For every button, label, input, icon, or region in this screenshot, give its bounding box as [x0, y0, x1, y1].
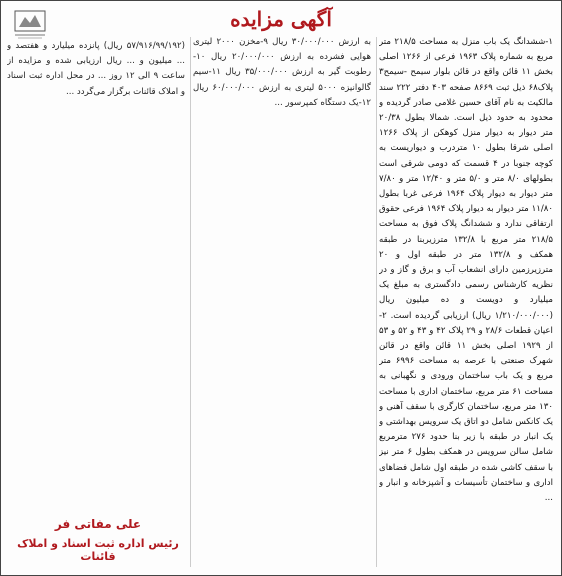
column-divider: [190, 37, 191, 567]
column-middle-text: به ارزش ۳۰/۰۰۰/۰۰۰ ریال ۹-مخزن ۲۰۰۰ لیتری هوایی فشرده به ارزش ۲۰/۰۰۰/۰۰۰ ریال ۱۰-رطوبت گیر به ارزش ۳۵/۰۰۰/۰۰۰ ریال ۱۱-سیم گالوانیزه ۵۰۰۰ لیتری به ارزش ۶۰/۰۰۰/۰۰۰ ریال ۱۲-یک دستگاه کمپرسور ...: [193, 37, 371, 108]
notice-title: آگهی مزایده: [230, 7, 332, 31]
signature-name: علی مفاتی فر: [54, 517, 142, 531]
column-middle: [193, 35, 371, 569]
column-left-text: (۵۷/۹۱۶/۹۹/۱۹۲ ریال) پانزده میلیارد و هفتصد و ... میلیون و ... ریال ارزیابی شده و مزایده از ساعت ۹ الی ۱۲ روز ... در محل اداره ثبت اسناد و املاک قائنات برگزار می‌گردد ...: [7, 41, 185, 97]
signature-role: رئیس اداره ثبت اسناد و املاک قائنات: [17, 537, 179, 563]
column-divider: [376, 37, 377, 567]
column-left: [7, 39, 185, 569]
column-right-text: ۱-ششدانگ یک باب منزل به مساحت ۲۱۸/۵ متر مربع به شماره پلاک ۱۹۶۳ فرعی از ۱۲۶۶ اصلی بخش ۱۱ قائن واقع در قائن بلوار سیمح -سیمح۳ پلاک۶۸ ذیل ثبت ۸۶۶۹ صفحه ۴۰۳ دفتر ۲۲۲ سند مالکیت به نام آقای حسین غلامی صادر گردیده و محدود به حدود ذیل است. شمالا بطول ۲۰/۳۸ متر دیوار به دیوار منزل کوهکن از پلاک ۱۲۶۶ اصلی شرقا بطول ۱۰ متردرب و دیواریست به کوچه جنوبا در ۴ قسمت که دومی شرقی است بطولهای ۸/۰ متر و ۵/۰ متر و ۱۲/۴۰ متر و ۷/۸۰ متر دیوار به دیوار پلاک ۱۹۶۴ فرعی غربا بطول ۱۱/۸۰ متر دیوار به دیوار پلاک ۱۹۶۴ فرعی حقوق ارتفاقی ندارد و ششدانگ پلاک فوق به مساحت ۲۱۸/۵ متر مربع با ۱۳۲/۸ مترزیربنا در طبقه همکف و ۱۳۲/۸ متر در طبقه اول و ۲۰ مترزیرزمین دارای انشعاب آب و برق و گاز و در نظریه کارشناس رسمی دادگستری به مبلغ یک میلیارد و دویست و ده میلیون ریال (۱/۲۱۰/۰۰۰/۰۰۰ ریال) ارزیابی گردیده است. ۲-اعیان قطعات ۲۸/۶ و ۲۹ پلاک ۴۲ و ۴۳ و ۵۲ و ۵۳ از ۱۹۲۹ اصلی بخش ۱۱ قائن واقع در قائن شهرک صنعتی با عرصه به مساحت ۶۹۹۶ متر مربع و یک باب ساختمان ورودی و نگهبانی به مساحت ۶۱ متر مربع، ساختمان اداری با مساحت ۱۳۰ متر مربع، ساختمان کارگری با سقف آهنی و یک کانکس شامل دو اتاق یک سرویس بهداشتی و یک انبار در طبقه با زیر بنا حدود ۲۷۶ مترمربع شامل سالن سرویس در همکف بطول ۶ متر نیز با سقف کاشی شده در طبقه اول شامل فضاهای اداری و ساختمان تأسیسات و آشپزخانه و انبار و ...: [379, 37, 553, 504]
column-right: [379, 35, 553, 569]
